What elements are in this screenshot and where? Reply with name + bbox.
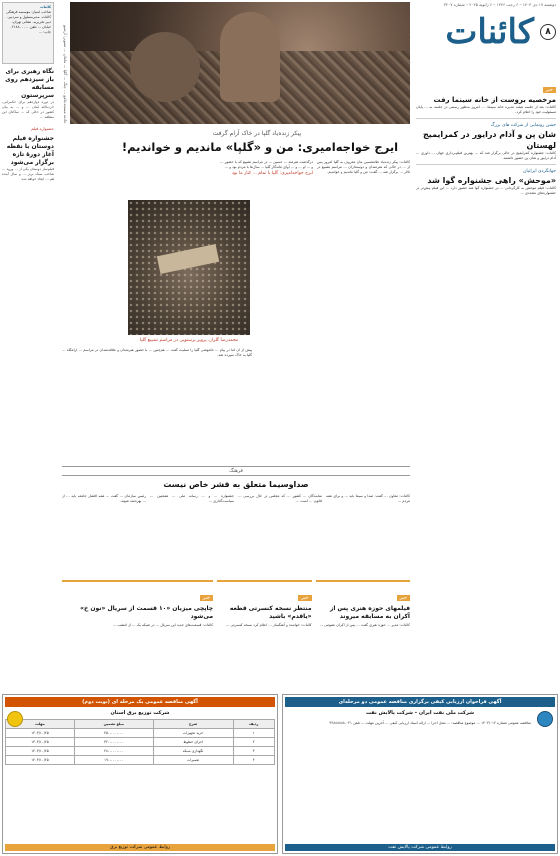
- advertisements: [2, 694, 558, 854]
- funeral-crowd-photo: [128, 200, 250, 335]
- power-company-logo-icon: [7, 711, 23, 727]
- bottom-box-3-text: کائنات: مدیر ... حوزه هنری گفت ... پس از اکران عمومی ...: [319, 623, 410, 627]
- section2-columns: [62, 494, 410, 576]
- main-body-col-2: درگذشت هنرمند ... حسین ... در مراسم تشییع که با حضور ... و ... او ... و ... آوای ماندگار گلپا ... سال‌ها با مردم بود و ...: [220, 160, 313, 169]
- table-row: ۳ نگهداری شبکه ۲۸۰.۰۰۰.۰۰۰ ۱۴۰۳/۱۰/۲۵: [6, 747, 275, 756]
- section2-col-4: رئیس سازمان ... گفت ... همه اقشار جامعه باید ... از ... بهره‌مند شوند.: [62, 494, 146, 503]
- tender-ad-left-footer: روابط عمومی شرکت توزیع برق: [5, 844, 275, 851]
- main-kicker: پیکر زنده‌یاد گلپا در خاک آرام گرفت: [212, 130, 302, 137]
- right-column: [416, 76, 556, 691]
- left-headline: نگاه رهبری برای باز سیزدهم روی مسابقه سرپرستون: [5, 68, 54, 99]
- bottom-box-1-title: چاپچی میزبان «۱۰ قسمت از سریال «نون خ» می‌شود: [80, 605, 214, 620]
- main-bottom-body: [62, 348, 252, 458]
- date-line: دوشنبه ۱۷ دی ۱۴۰۳ – ۶ رجب ۱۴۴۶ – ۶ ژانویه ۲۰۲۵ – شماره ۳۲۰۷: [443, 2, 556, 7]
- tender-table-header: مبلغ تضمین: [74, 720, 153, 729]
- tender-table-header: مهلت: [6, 720, 75, 729]
- left-body: در دوره دوازدهم برای حکمرانی، حزب‌الله لبنان ... و ... به بیان کشور در حالی که ... ساکنان این منطقه ...: [2, 100, 54, 119]
- bottom-news-row: [62, 580, 410, 690]
- imprint-box: [2, 2, 54, 64]
- section2-headline: صداوسیما متعلق به قشر خاص نیست: [163, 480, 309, 489]
- tender-table-header: شرح: [153, 720, 233, 729]
- tender-ad-left: [2, 694, 278, 854]
- main-headline: ایرج خواجه‌امیری: من و «گلپا» ماندیم و خواندیم!: [121, 140, 399, 154]
- tender-table: [5, 719, 275, 765]
- section-strip: فرهنگ: [62, 466, 410, 476]
- tender-ad-right-text: مناقصه عمومی شماره ۱۴۰۳/۰۱۲ ... موضوع مناقصه: ... محل اجرا ... ارائه اسناد ارزیابی کیفی ... آخرین مهلت ... تلفن ۰۲۱-۴۴۸۸۸۸۸۸: [329, 721, 531, 725]
- bottom-box-2-tag: خبر: [298, 595, 311, 601]
- section2-col-2: نمایندگان ... کشور ... که مجلس در حال بررسی ... قانون ... است ...: [238, 494, 322, 503]
- table-row: ۴ تعمیرات ۱۹۰.۰۰۰.۰۰۰ ۱۴۰۳/۱۰/۲۵: [6, 756, 275, 765]
- bottom-box-3-title: فیلمهای حوزه هنری پس از آکران به مسابقه میروند: [329, 605, 410, 620]
- tender-ad-right-footer: روابط عمومی شرکت پالایش نفت: [285, 844, 555, 851]
- main-body-col-1: کائنات: پیکر زنده‌یاد غلامحسین بنان معروف به گلپا امروز پس از ... در حالی که هنرمندان و دوستداران ... مراسم تشییع در تالار ... برگزار شد ... گفت: من و گلپا ماندیم و خواندیم.: [317, 160, 410, 174]
- tender-ad-right-title: شرکت ملی نفت ایران – شرکت پالایش نفت: [366, 710, 474, 716]
- bottom-box-3: [316, 580, 410, 690]
- bottom-box-2-title: منتظر نسخه کنسرتی قطعه «یاقدم» باشید: [229, 605, 312, 620]
- main-bottom-text: پیش از آن اما در پیام ... خاموشی گلپا را تسلیت گفت ... هم‌چنین ... با حضور هنرمندان و علاقه‌مندان در مراسم ... آرامگاه ... گلپا به خاک سپرده شد.: [62, 348, 252, 357]
- hero-photo: [70, 2, 410, 124]
- right-headline-3: «موحش» راهی جشنواره گوا شد: [427, 176, 556, 185]
- bottom-box-1-tag: خبر: [200, 595, 213, 601]
- right-headline-2: شان پن و آدام درایور در کمرایمیج لهستان: [423, 130, 556, 150]
- bottom-box-3-tag: خبر: [397, 595, 410, 601]
- news-tag: خبر: [543, 87, 556, 93]
- right-body-3: کائنات: فیلم موحش به کارگردانی ... در جشنواره گوا هند حضور دارد ... این فیلم پیش‌تر در جشنواره‌های متعددی ...: [416, 186, 556, 195]
- tender-ad-right: [282, 694, 558, 854]
- hero-photo-caption: حادثه مسجدجامع ... جنگ ... گلپا ... مامان ... تصویر: آرشیو: [63, 25, 68, 124]
- bottom-box-1: [62, 580, 213, 690]
- left-column: [2, 2, 54, 692]
- funeral-photo-caption: محمدرضا گلزار، پرویز پرستویی در مراسم تشییع گلپا: [139, 338, 239, 343]
- imprint-text: صاحب امتیاز: مؤسسه فرهنگی کائنات. مدیرمسئول و سردبیر. دبیر تحریریه. نشانی تهران، خیابان ... تلفن ۰۲۱۸۸۰۰۰۰۰ چاپ: ...: [6, 10, 51, 34]
- oil-company-logo-icon: [537, 711, 553, 727]
- right-kicker-2: جشن رونمایی از شرکت های بزرگ: [490, 123, 556, 128]
- masthead: [406, 2, 556, 72]
- tender-ad-left-header: آگهی مناقصه عمومی یک مرحله ای (نوبت دوم): [5, 697, 275, 707]
- left-headline-2: جشنواره فیلم دوستان با نقطه آغاز دورهٔ تازه برگزار می‌شود: [6, 135, 54, 166]
- imprint-label: کائنات: [40, 5, 51, 9]
- page-number: ۸: [540, 24, 556, 40]
- right-body-1: کائنات: بعد از جلسه هیئت مدیره خانه سینما، ... امروز به‌طور رسمی در جلسه به ... پایان مسئولیت خود را اعلام کرد.: [416, 105, 556, 114]
- left-kicker: جشنواره فیلم: [31, 126, 54, 131]
- right-headline-1: مرخصیه بروست از خانه سینما رفت: [433, 96, 556, 104]
- right-kicker-3: جهانگردی ایرانیان: [523, 169, 556, 174]
- bottom-box-2: [217, 580, 311, 690]
- main-highlight: ایرج خواجه‌امیری: گلپا با تمام ... کنار ما بود: [231, 171, 313, 176]
- left-body-2: فیلم‌ساز دوستان یکی از ... ورود ... صاحب سبک برتر ... و سال آینده هم ... ایجاد خواهد شد.: [2, 167, 54, 181]
- table-row: ۲ اجرای خطوط ۳۲۰.۰۰۰.۰۰۰ ۱۴۰۳/۱۰/۲۵: [6, 738, 275, 747]
- tender-ad-right-header: آگهی فراخوان ارزیابی کیفی برگزاری مناقصه عمومی دو مرحله‌ای: [285, 697, 555, 707]
- section2-col-3: جشنواره ... و ... رسانه ملی ... همچنین ... سیاست‌گذاری ...: [150, 494, 234, 503]
- newspaper-logo: کائنات: [445, 12, 534, 52]
- bottom-box-2-text: کائنات: خواننده و آهنگساز ... اعلام کرد نسخه کنسرتی ...: [225, 623, 312, 627]
- section2-col-1: کائنات: معاون ... گفت: صدا و سیما باید ... و برای همه مردم ...: [326, 494, 410, 503]
- bottom-box-1-text: کائنات: قسمت‌های جدید این سریال ... در شبکه یک ... از امشب ...: [112, 623, 214, 627]
- tender-table-header: ردیف: [233, 720, 275, 729]
- right-body-2: کائنات: جشنواره کمرایمیج در حالی برگزار شد که ... بهترین فیلم‌برداری جهان ... داوری ... آدام درایور و شان پن حضور داشتند.: [416, 151, 556, 160]
- table-row: ۱ خرید تجهیزات ۴۵۰.۰۰۰.۰۰۰ ۱۴۰۳/۱۰/۲۵: [6, 729, 275, 738]
- tender-ad-left-title: شرکت توزیع برق استان: [110, 710, 170, 716]
